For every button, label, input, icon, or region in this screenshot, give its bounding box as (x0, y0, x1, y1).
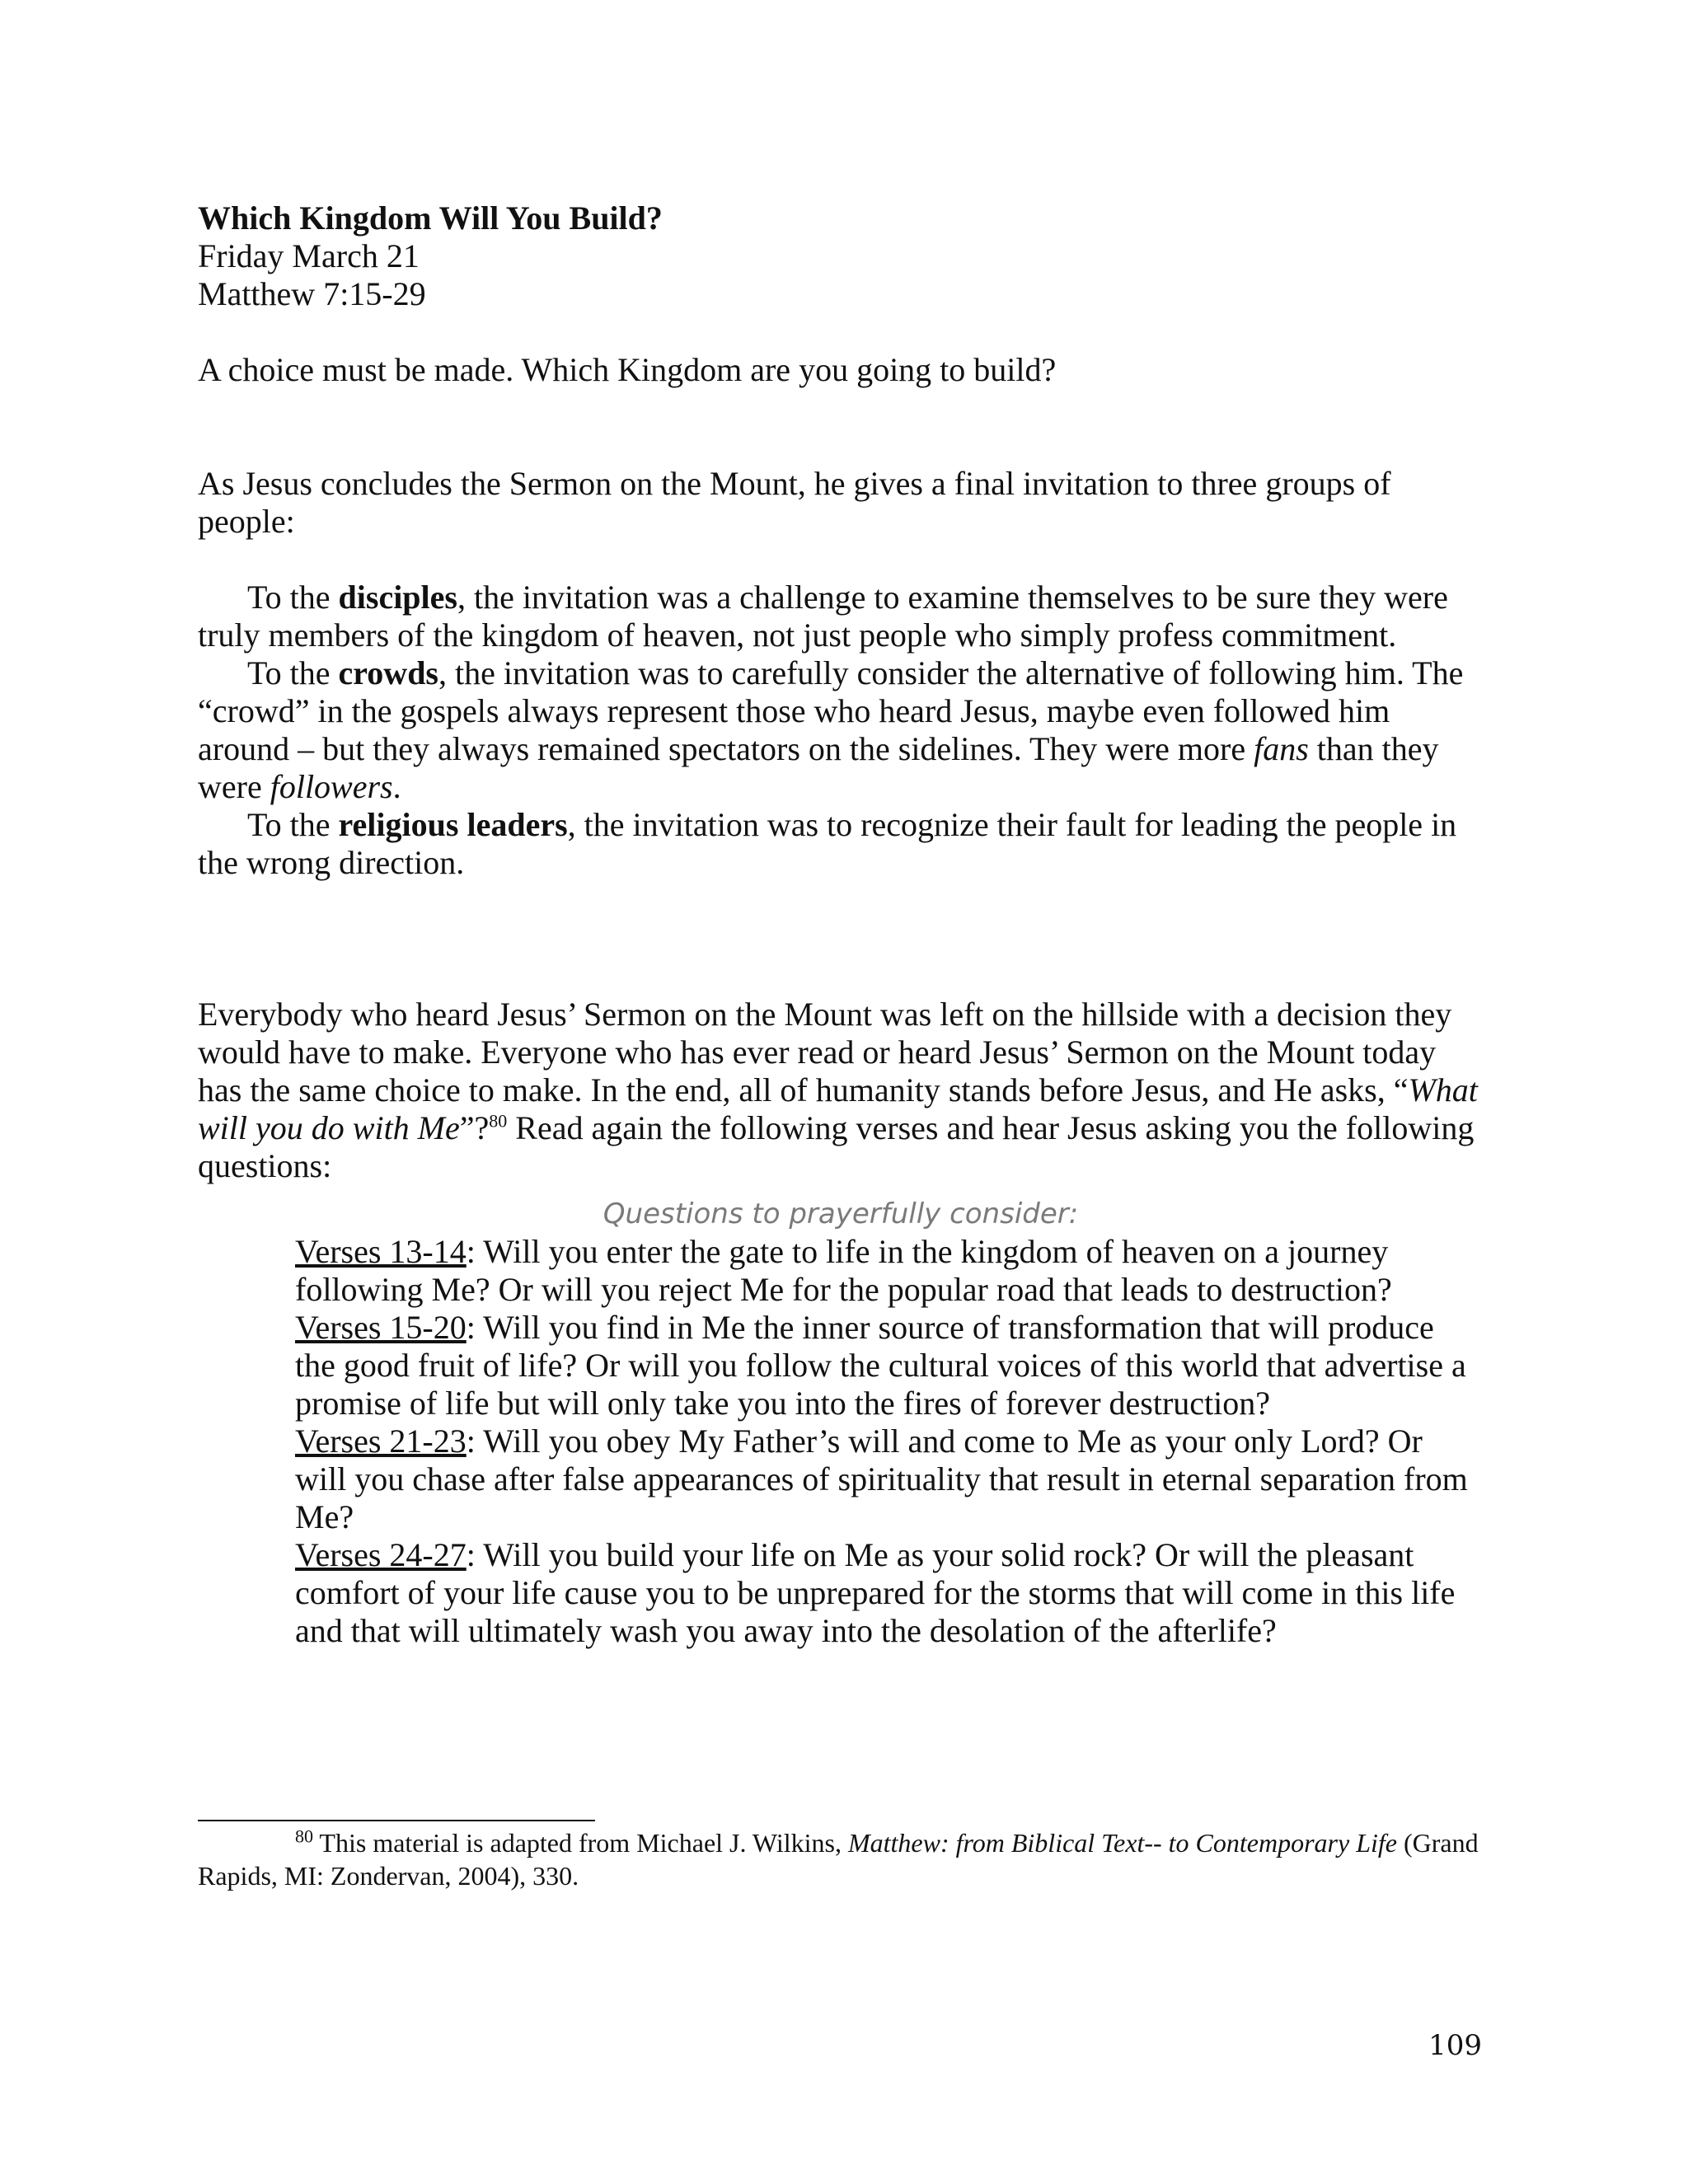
scripture-reference: Matthew 7:15-29 (198, 275, 426, 312)
question-item: Verses 13-14: Will you enter the gate to life in the kingdom of heaven on a journey following Me? Or will you reject Me for the popular road that leads to destruction? (295, 1233, 1392, 1308)
decision-paragraph: Everybody who heard Jesus’ Sermon on the Mount was left on the hillside with a decision they would have to make. Everyone who has ever read or heard Jesus’ Sermon on the Mount today has the same choice to make. In the end, all of humanity stands before Jesus, and He asks, “What will you do with Me”?$^{80}$ Read again the following verses and hear Jesus asking you the following questions: (198, 996, 1478, 1184)
questions-heading: Questions to prayerfully consider: (603, 1197, 1079, 1230)
fans-term: fans (1254, 730, 1309, 767)
footnote-reference[interactable]: 80 (489, 1110, 508, 1132)
question-item: Verses 21-23: Will you obey My Father’s will and come to Me as your only Lord? Or will you chase after false appearances of spirituality that result in eternal separation from Me? (295, 1422, 1468, 1535)
crowds-term: crowds (338, 654, 438, 691)
main-text (198, 199, 1484, 1650)
religious-leaders-term: religious leaders (338, 806, 568, 843)
footnote-number: 80 (295, 1825, 313, 1847)
verse-reference: Verses 21-23 (295, 1422, 467, 1460)
disciples-paragraph: To the disciples, the invitation was a challenge to examine themselves to be sure they were truly members of the kingdom of heaven, not just people who simply profess commitment. (198, 579, 1448, 654)
footnote-divider (198, 1820, 595, 1821)
questions-list (295, 1233, 1482, 1650)
page-number: 109 (1428, 2029, 1482, 2062)
disciples-term: disciples (338, 579, 457, 616)
footnote-text: $^{80}$ This material is adapted from Michael J. Wilkins, Matthew: from Biblical Text-- to Contemporary Life (Grand Rapids, MI: Zondervan, 2004), 330. (198, 1825, 1479, 1891)
devotional-date: Friday March 21 (198, 237, 420, 274)
question-item: Verses 24-27: Will you build your life on Me as your solid rock? Or will the pleasant comfort of your life cause you to be unprepared for the storms that will come in this life and that will ultimately wash you away into the desolation of the afterlife? (295, 1536, 1456, 1649)
book-title: Matthew: from Biblical Text-- to Contemporary Life (847, 1828, 1397, 1858)
invitation-paragraph: As Jesus concludes the Sermon on the Mount, he gives a final invitation to three groups of people: (198, 465, 1391, 540)
religious-leaders-paragraph: To the religious leaders, the invitation was to recognize their fault for leading the people in the wrong direction. (198, 806, 1457, 881)
verse-reference: Verses 15-20 (295, 1309, 467, 1346)
question-item: Verses 15-20: Will you find in Me the inner source of transformation that will produce the good fruit of life? Or will you follow the cultural voices of this world that advertise a promise of life but will only take you into the fires of forever destruction? (295, 1309, 1466, 1422)
verse-reference: Verses 13-14 (295, 1233, 467, 1270)
verse-reference: Verses 24-27 (295, 1536, 467, 1573)
jesus-question: What will you do with Me (198, 1071, 1478, 1146)
followers-term: followers (270, 768, 393, 805)
intro-paragraph: A choice must be made. Which Kingdom are you going to build? (198, 351, 1057, 388)
devotional-title: Which Kingdom Will You Build? (198, 199, 663, 237)
footnote (198, 1826, 1484, 1892)
crowds-paragraph: To the crowds, the invitation was to carefully consider the alternative of following him. The “crowd” in the gospels always represent those who heard Jesus, maybe even followed him around – but they always remained spectators on the sidelines. They were more fans than they were followers. (198, 654, 1464, 805)
